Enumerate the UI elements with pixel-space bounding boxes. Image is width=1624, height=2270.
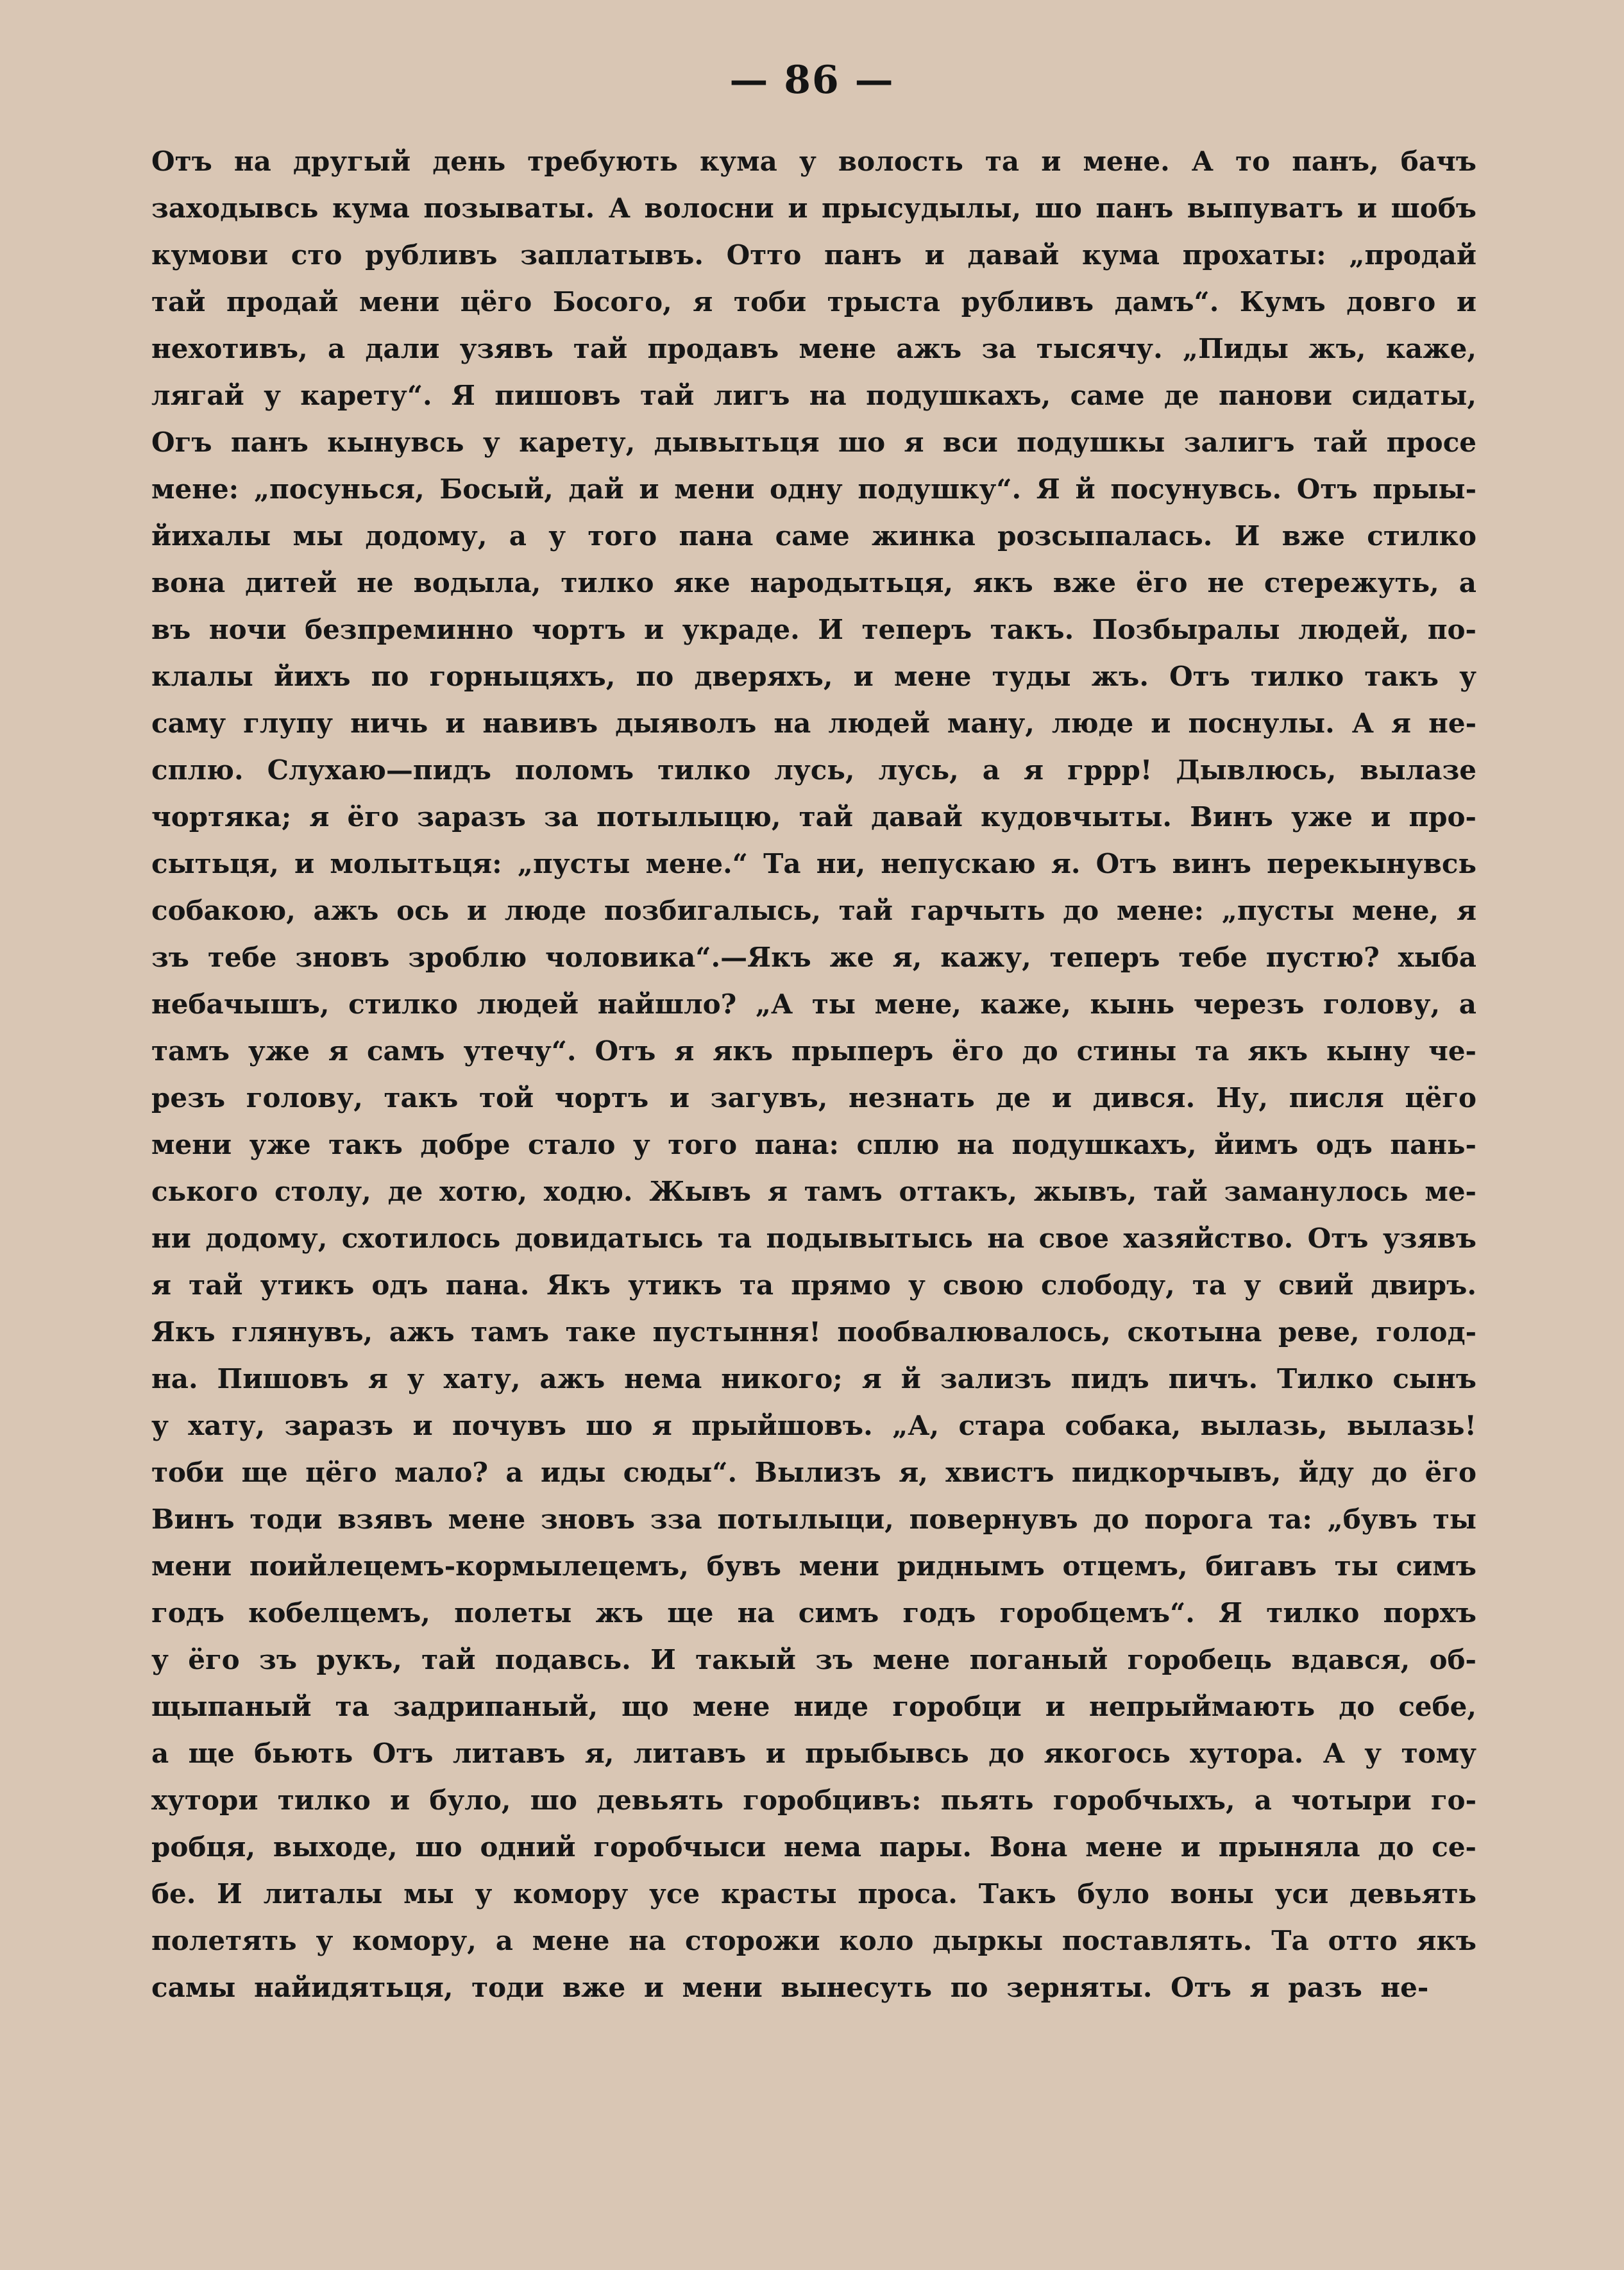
text-line: клалы йихъ по горныцяхъ, по дверяхъ, и мене туды жъ. Отъ тилко такъ у — [151, 661, 1476, 692]
text-line: мени уже такъ добре стало у того пана: сплю на подушкахъ, йимъ одъ пань- — [151, 1129, 1476, 1160]
text-line: Отъ на другый день требують кума у волость та и мене. А то панъ, бачъ — [151, 146, 1476, 177]
text-line: самы найидятьця, тоди вже и мени вынесуть по зерняты. Отъ я разъ не- — [151, 1972, 1429, 2003]
text-line: въ ночи безпреминно чортъ и украде. И теперъ такъ. Позбыралы людей, по- — [151, 614, 1476, 645]
text-line: саму глупу ничь и навивъ дыяволъ на людей ману, люде и поснулы. А я не- — [151, 707, 1476, 739]
text-line: лягай у карету“. Я пишовъ тай лигъ на подушкахъ, саме де панови сидаты, — [151, 380, 1476, 411]
text-line: щыпаный та задрипаный, що мене ниде горобци и непрыймають до себе, — [151, 1691, 1476, 1722]
text-line: Винъ тоди взявъ мене зновъ зза потылыци, повернувъ до порога та: „бувъ ты — [151, 1503, 1476, 1535]
text-line: Огъ панъ кынувсь у карету, дывытьця шо я вси подушкы залигъ тай просе — [151, 427, 1476, 458]
text-line: тоби ще цёго мало? а иды сюды“. Вылизъ я, хвистъ пидкорчывъ, йду до ёго — [151, 1457, 1476, 1488]
body-text — [151, 138, 1476, 2011]
text-line: у ёго зъ рукъ, тай подавсь. И такый зъ мене поганый горобець вдався, об- — [151, 1644, 1476, 1675]
text-line: ського столу, де хотю, ходю. Жывъ я тамъ оттакъ, жывъ, тай заманулось ме- — [151, 1176, 1476, 1207]
text-line: сытьця, и молытьця: „пусты мене.“ Та ни, непускаю я. Отъ винъ перекынувсь — [151, 848, 1476, 879]
text-line: йихалы мы додому, а у того пана саме жинка розсыпалась. И вже стилко — [151, 520, 1476, 552]
text-line: кумови сто рубливъ заплатывъ. Отто панъ и давай кума прохаты: „продай — [151, 239, 1476, 271]
text-line: бе. И литалы мы у комору усе красты проса. Такъ було воны уси девьять — [151, 1878, 1476, 1910]
page-number: — 86 — — [729, 58, 895, 103]
text-line: заходывсь кума позываты. А волосни и прысудылы, шо панъ выпуватъ и шобъ — [151, 192, 1476, 224]
text-line: робця, выходе, шо одний горобчыси нема пары. Вона мене и прыняла до се- — [151, 1831, 1476, 1863]
text-line: мене: „посунься, Босый, дай и мени одну подушку“. Я й посунувсь. Отъ прыы- — [151, 473, 1476, 505]
text-line: а ще бьють Отъ литавъ я, литавъ и прыбывсь до якогось хутора. А у тому — [151, 1738, 1476, 1769]
text-line: хутори тилко и було, шо девьять горобцивъ: пьять горобчыхъ, а чотыри го- — [151, 1784, 1476, 1816]
text-line: ни додому, схотилось довидатысь та подывытысь на свое хазяйство. Отъ узявъ — [151, 1223, 1476, 1254]
text-line: годъ кобелцемъ, полеты жъ ще на симъ годъ горобцемъ“. Я тилко порхъ — [151, 1597, 1476, 1629]
text-line: на. Пишовъ я у хату, ажъ нема никого; я й зализъ пидъ пичъ. Тилко сынъ — [151, 1363, 1476, 1394]
text-line: сплю. Слухаю—пидъ поломъ тилко лусь, лусь, а я гррр! Дывлюсь, вылазе — [151, 754, 1476, 786]
text-line: полетять у комору, а мене на сторожи коло дыркы поставлять. Та отто якъ — [151, 1925, 1476, 1956]
text-line: собакою, ажъ ось и люде позбигалысь, тай гарчыть до мене: „пусты мене, я — [151, 895, 1476, 926]
text-line: Якъ глянувъ, ажъ тамъ таке пустыння! пообвалювалось, скотына реве, голод- — [151, 1316, 1476, 1348]
text-line: тай продай мени цёго Босого, я тоби трыста рубливъ дамъ“. Кумъ довго и — [151, 286, 1476, 318]
text-line: небачышъ, стилко людей найшло? „А ты мене, каже, кынь черезъ голову, а — [151, 988, 1476, 1020]
text-line: у хату, заразъ и почувъ шо я прыйшовъ. „А, стара собака, вылазь, вылазь! — [151, 1410, 1476, 1441]
text-line: я тай утикъ одъ пана. Якъ утикъ та прямо у свою слободу, та у свий двиръ. — [151, 1269, 1476, 1301]
text-line: резъ голову, такъ той чортъ и загувъ, незнать де и дився. Ну, писля цёго — [151, 1082, 1476, 1114]
text-line: нехотивъ, а дали узявъ тай продавъ мене ажъ за тысячу. „Пиды жъ, каже, — [151, 333, 1476, 364]
text-line: чортяка; я ёго заразъ за потылыцю, тай давай кудовчыты. Винъ уже и про- — [151, 801, 1476, 833]
text-line: вона дитей не водыла, тилко яке народытьця, якъ вже ёго не стережуть, а — [151, 567, 1476, 598]
text-line: тамъ уже я самъ утечу“. Отъ я якъ прыперъ ёго до стины та якъ кыну че- — [151, 1035, 1476, 1067]
text-line: мени поийлецемъ-кормылецемъ, бувъ мени риднымъ отцемъ, бигавъ ты симъ — [151, 1550, 1476, 1582]
text-line: зъ тебе зновъ зроблю чоловика“.—Якъ же я, кажу, теперъ тебе пустю? хыба — [151, 942, 1476, 973]
